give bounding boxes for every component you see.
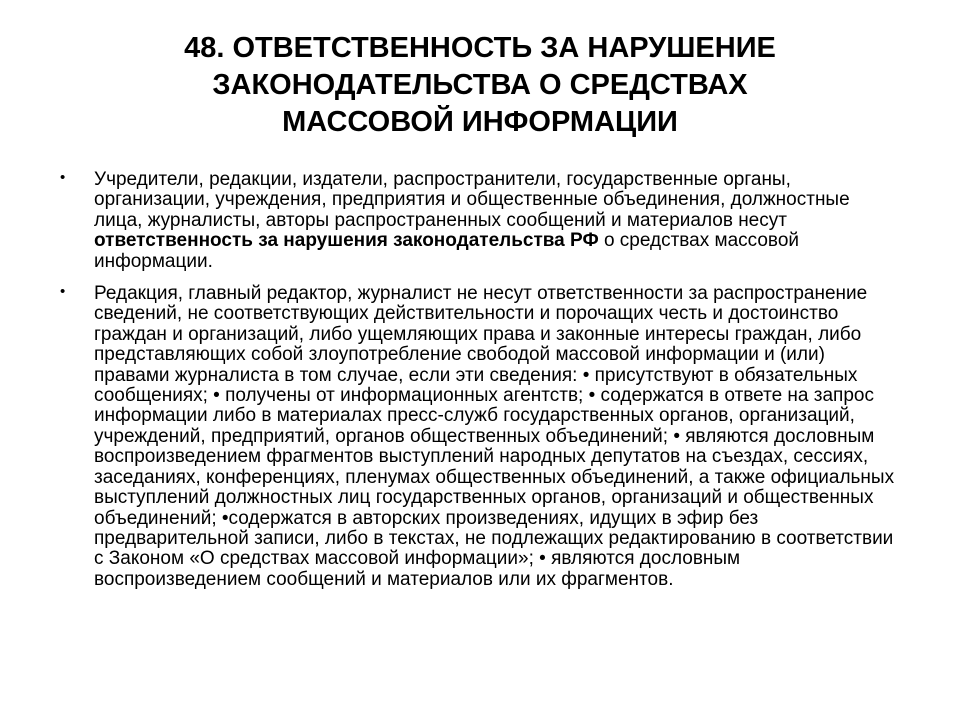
bullet-1-bold-phrase: ответственность за нарушения законодательства РФ [94, 230, 599, 252]
bullet-marker: • [60, 169, 66, 186]
bullet-marker: • [60, 283, 66, 301]
bullet-text-1 [94, 169, 850, 272]
bullet-item-1 [54, 170, 900, 272]
bullet-text-2: Редакция, главный редактор, журналист не несут ответственности за распространение сведений, не соответствующих действительности и порочащих честь и достоинство граждан и организаций, либо ущемляющих права и законные интересы граждан, либо представляющих собой злоупотребление свободой массовой информации и (или) правами журналиста в том случае, если эти сведения: • присутствуют в обязательных сообщениях; • получены от информационных агентств; • содержатся в ответе на запрос информации либо в материалах пресс-служб государственных органов, организаций, учреждений, предприятий, органов общественных объединений; • являются дословным воспроизведением фрагментов выступлений народных депутатов на съездах, сессиях, заседаниях, конференциях, пленумах общественных объединений, а также официальных выступлений должностных лиц государственных органов, организаций и общественных объединений; •содержатся в авторских произведениях, идущих в эфир без предварительной записи, либо в текстах, не подлежащих редактированию в соответствии с Законом «О средствах массовой информации»; • являются дословным воспроизведением сообщений и материалов или их фрагментов. [94, 283, 895, 590]
slide-title [80, 30, 880, 141]
title-line-3: МАССОВОЙ ИНФОРМАЦИИ [282, 106, 678, 138]
title-line-1: 48. ОТВЕТСТВЕННОСТЬ ЗА НАРУШЕНИЕ [184, 32, 776, 64]
title-line-2: ЗАКОНОДАТЕЛЬСТВА О СРЕДСТВАХ [212, 69, 748, 101]
bullet-1-text-after: о средствах массовой информации. [94, 230, 799, 272]
bullet-list [54, 170, 900, 590]
bullet-1-text-before: Учредители, редакции, издатели, распространители, государственные органы, организации, учреждения, предприятия и общественные объединения, должностные лица, журналисты, авторы распространенных сообщений и материалов несут [94, 169, 850, 231]
bullet-item-2 [54, 284, 900, 590]
